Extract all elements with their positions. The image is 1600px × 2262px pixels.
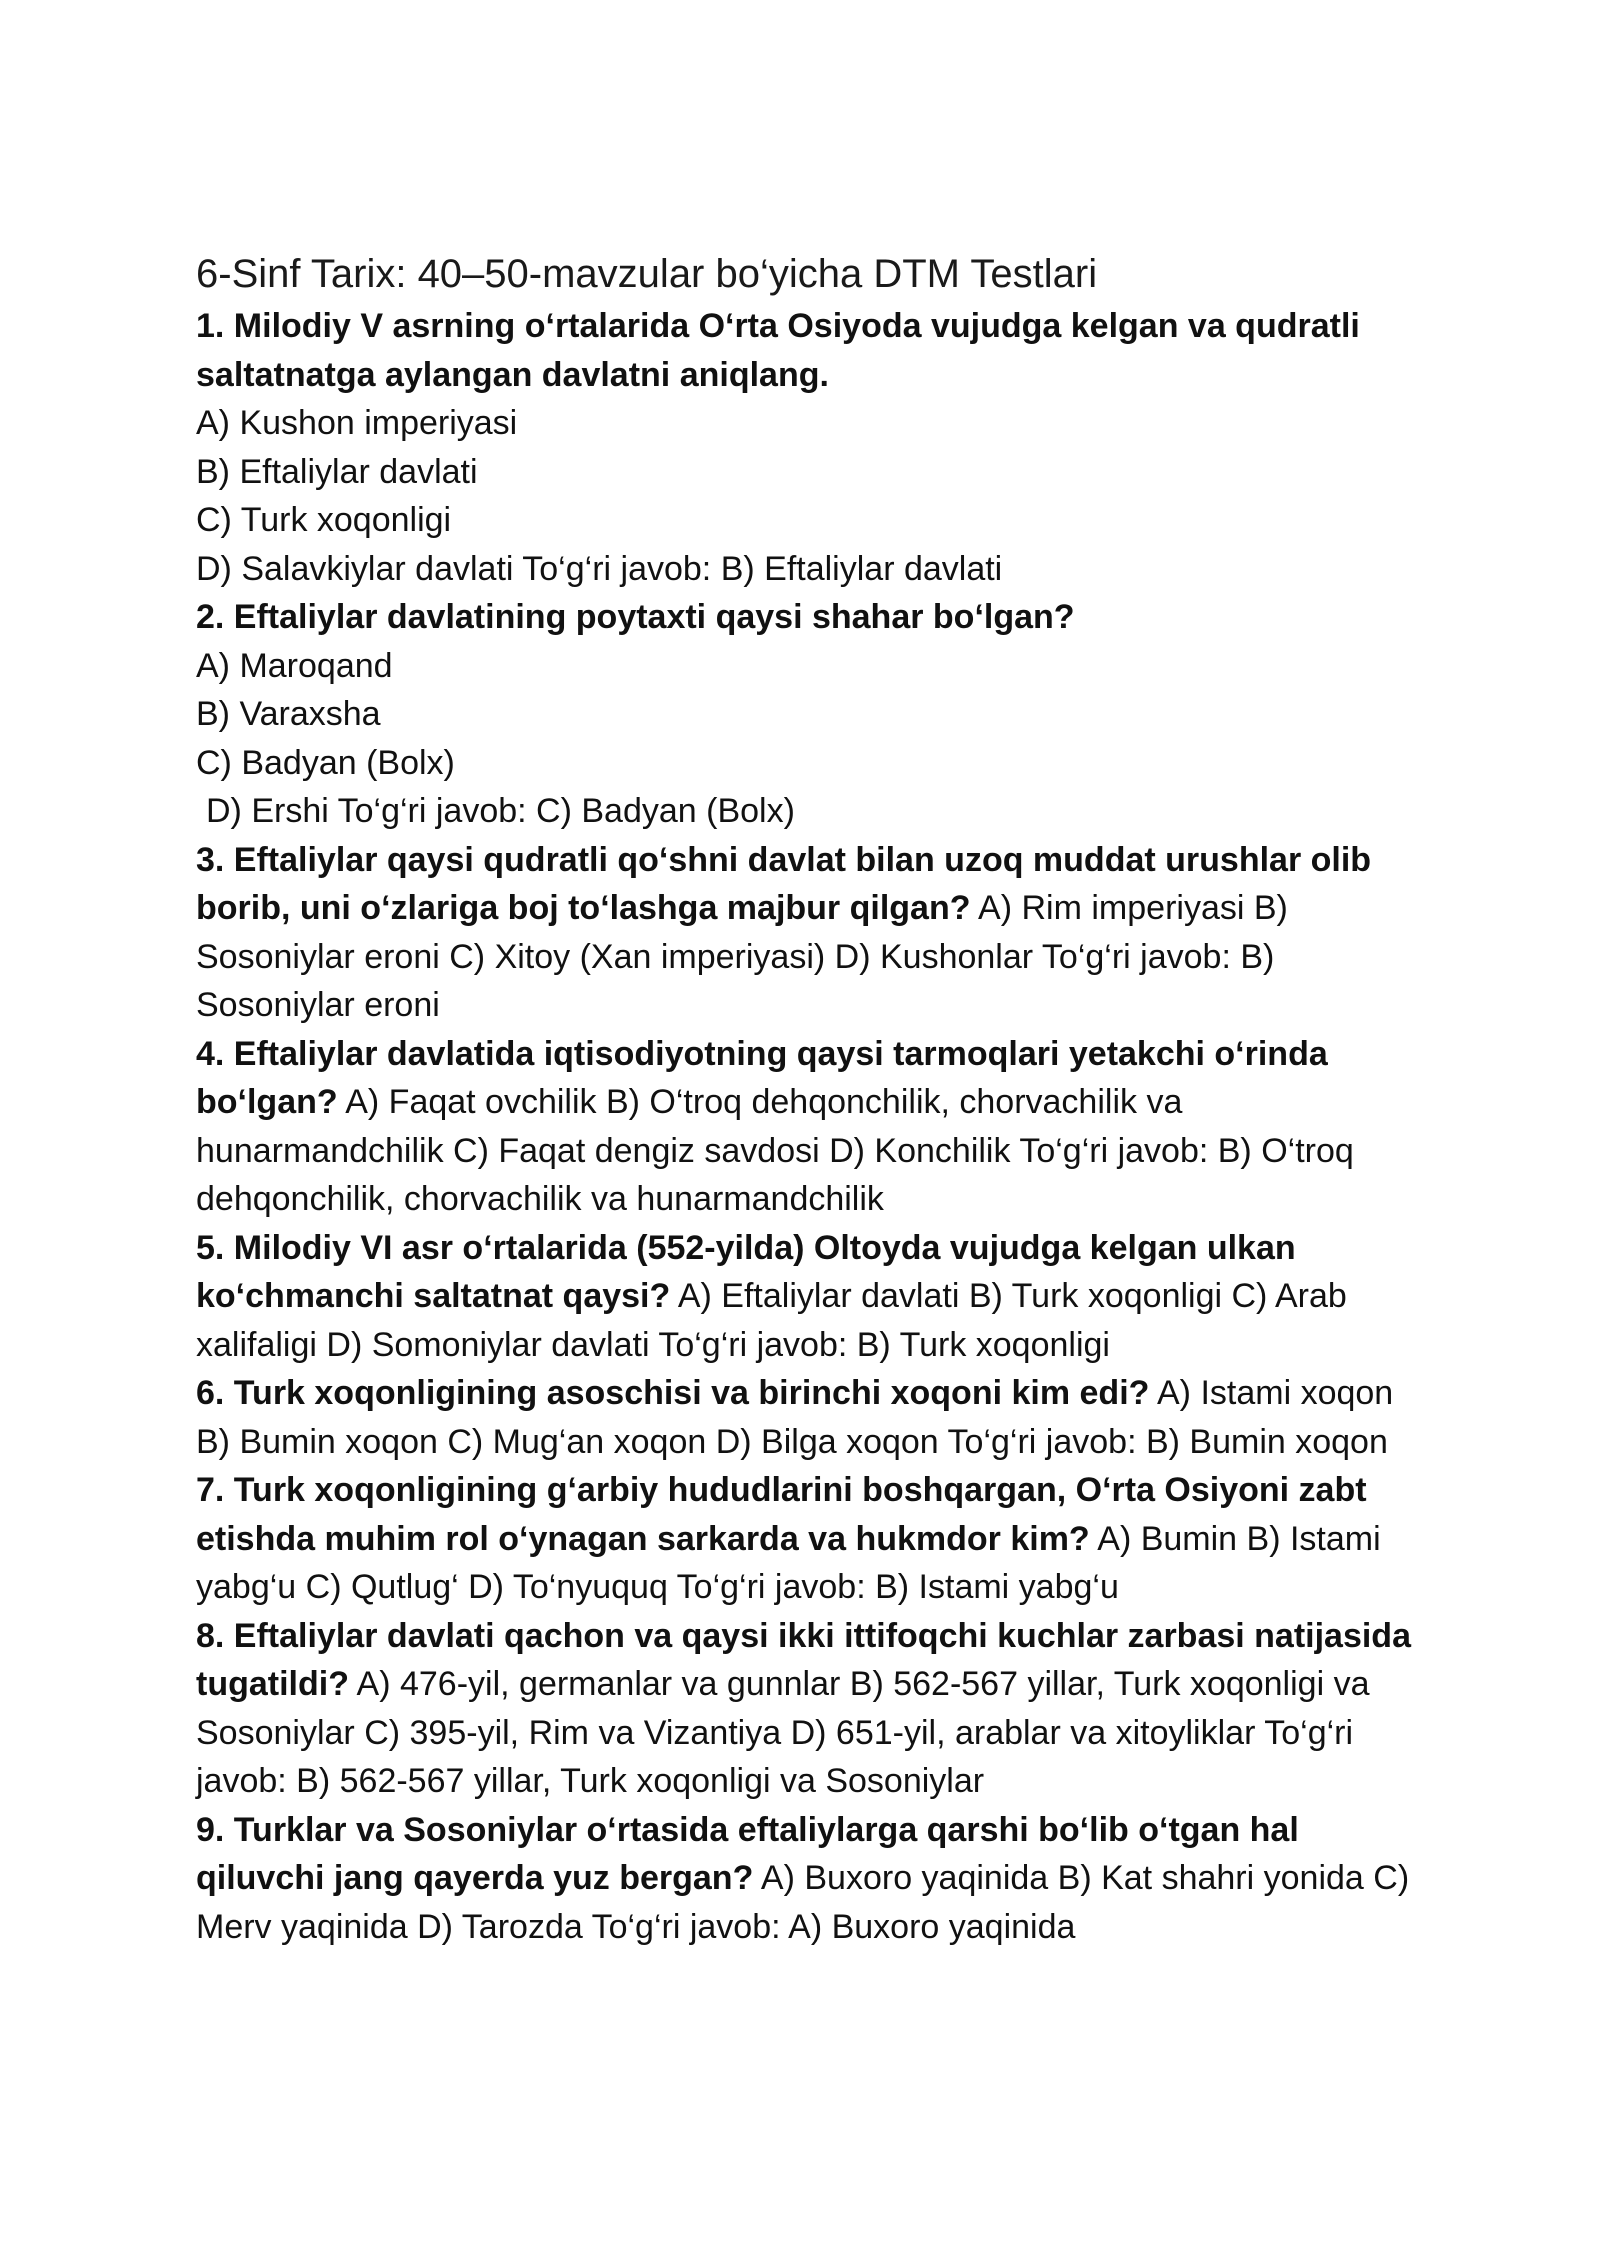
answer-option: B) Eftaliylar davlati (196, 452, 478, 491)
question-text: 1. Milodiy V asrning o‘rtalarida O‘rta Osiyoda vujudga kelgan va qudratli saltatnatga aylangan davlatni aniqlang. (196, 307, 1360, 394)
answer-option: C) Badyan (Bolx) (196, 743, 455, 782)
answer-option: B) Varaxsha (196, 695, 381, 733)
question-text: 9. Turklar va Sosoniylar o‘rtasida eftaliylarga qarshi bo‘lib o‘tgan hal qiluvchi jang qayerda yuz bergan? (196, 1810, 1299, 1897)
answer-option: C) Turk xoqonligi (196, 501, 452, 539)
question-options: A) Faqat ovchilik B) O‘troq dehqonchilik, chorvachilik va hunarmandchilik C) Faqat dengiz savdosi D) Konchilik To‘g‘ri javob: B) O‘troq dehqonchilik, chorvachilik va hunarmandchilik (196, 1083, 1354, 1218)
question-6 (196, 1369, 1426, 1466)
question-text: 6. Turk xoqonligining asoschisi va birinchi xoqoni kim edi? (196, 1374, 1150, 1412)
answer-option: A) Maroqand (196, 646, 393, 685)
question-options: A) 476-yil, germanlar va gunnlar B) 562-567 yillar, Turk xoqonligi va Sosoniylar C) 395-yil, Rim va Vizantiya D) 651-yil, arablar va xitoyliklar To‘g‘ri javob: B) 562-567 yillar, Turk xoqonligi va Sosoniylar (196, 1665, 1370, 1800)
question-options: A) Istami xoqon B) Bumin xoqon C) Mug‘an xoqon D) Bilga xoqon To‘g‘ri javob: B) Bumin xoqon (196, 1374, 1394, 1461)
question-5 (196, 1224, 1426, 1370)
question-9 (196, 1806, 1426, 1952)
question-8 (196, 1612, 1426, 1806)
document-title: 6-Sinf Tarix: 40–50-mavzular bo‘yicha DTM Testlari (196, 252, 1098, 296)
answer-option-with-answer: D) Salavkiylar davlati To‘g‘ri javob: B) Eftaliylar davlati (196, 549, 1003, 588)
document-page (196, 246, 1426, 1951)
question-text: 7. Turk xoqonligining g‘arbiy hududlarini boshqargan, O‘rta Osiyoni zabt etishda muhim rol o‘ynagan sarkarda va hukmdor kim? (196, 1471, 1367, 1558)
question-7 (196, 1466, 1426, 1612)
question-text: 2. Eftaliylar davlatining poytaxti qaysi shahar bo‘lgan? (196, 598, 1075, 636)
question-options: A) Eftaliylar davlati B) Turk xoqonligi C) Arab xalifaligi D) Somoniylar davlati To‘g‘ri javob: B) Turk xoqonligi (196, 1277, 1347, 1364)
question-options: A) Buxoro yaqinida B) Kat shahri yonida C) Merv yaqinida D) Tarozda To‘g‘ri javob: A) Buxoro yaqinida (196, 1859, 1410, 1946)
question-4 (196, 1030, 1426, 1224)
answer-option: A) Kushon imperiyasi (196, 404, 518, 442)
question-text: 3. Eftaliylar qaysi qudratli qo‘shni davlat bilan uzoq muddat urushlar olib borib, uni o‘zlariga boj to‘lashga majbur qilgan? (196, 840, 1372, 927)
question-text: 5. Milodiy VI asr o‘rtalarida (552-yilda) Oltoyda vujudga kelgan ulkan ko‘chmanchi saltatnat qaysi? (196, 1228, 1296, 1315)
question-options: A) Bumin B) Istami yabg‘u C) Qutlug‘ D) To‘nyuquq To‘g‘ri javob: B) Istami yabg‘u (196, 1519, 1381, 1606)
question-2 (196, 593, 1426, 642)
question-text: 8. Eftaliylar davlati qachon va qaysi ikki ittifoqchi kuchlar zarbasi natijasida tugatildi? (196, 1616, 1411, 1703)
question-1 (196, 302, 1426, 399)
question-3 (196, 836, 1426, 1030)
question-options: A) Rim imperiyasi B) Sosoniylar eroni C) Xitoy (Xan imperiyasi) D) Kushonlar To‘g‘ri javob: B) Sosoniylar eroni (196, 889, 1288, 1024)
question-text: 4. Eftaliylar davlatida iqtisodiyotning qaysi tarmoqlari yetakchi o‘rinda bo‘lgan? (196, 1034, 1328, 1121)
answer-option-with-answer: D) Ershi To‘g‘ri javob: C) Badyan (Bolx) (206, 792, 795, 830)
